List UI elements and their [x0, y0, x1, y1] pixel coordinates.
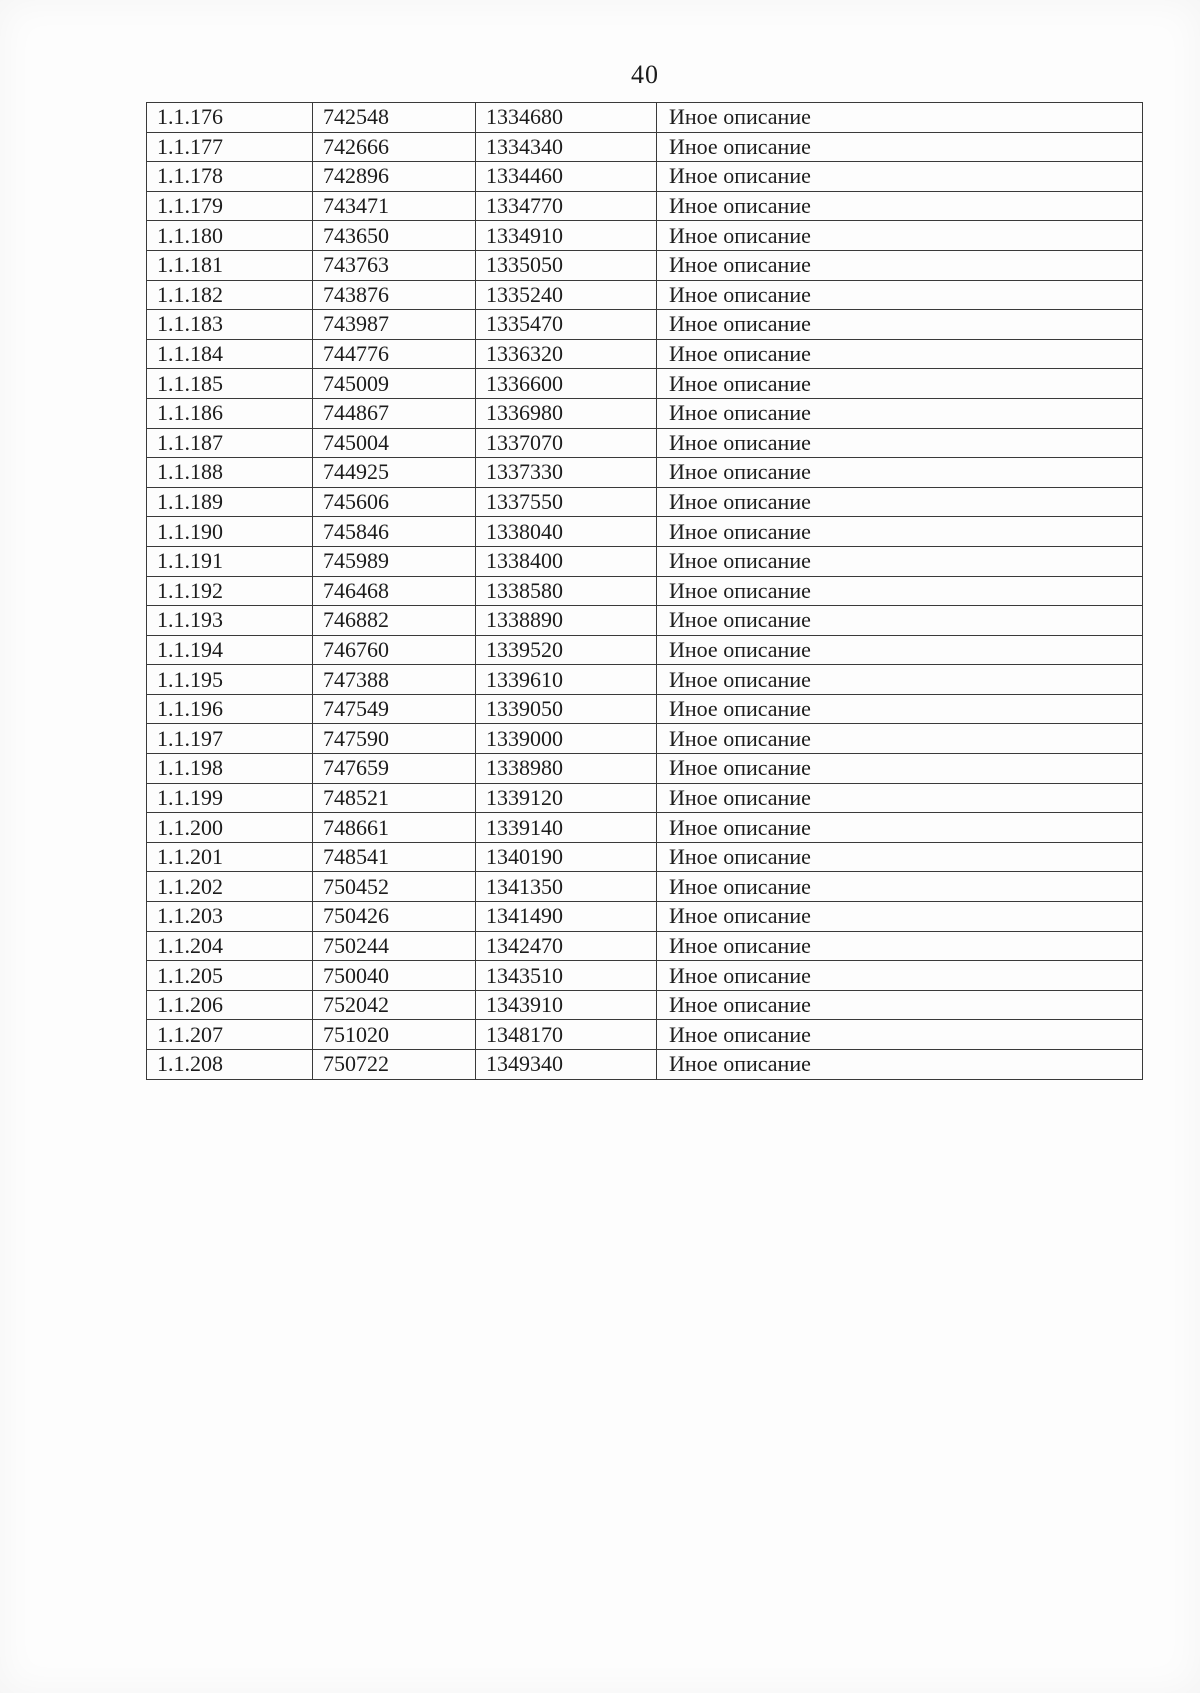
point-number-cell: 1.1.197: [147, 724, 313, 754]
table-row: [147, 872, 1143, 902]
description-cell: Иное описание: [657, 754, 1143, 784]
x-coordinate-cell: 746468: [313, 576, 476, 606]
y-coordinate-cell: 1338980: [476, 754, 657, 784]
x-coordinate-cell: 745989: [313, 546, 476, 576]
table-row: [147, 576, 1143, 606]
description-cell: Иное описание: [657, 310, 1143, 340]
description-cell: Иное описание: [657, 842, 1143, 872]
point-number-cell: 1.1.200: [147, 813, 313, 843]
x-coordinate-cell: 747388: [313, 665, 476, 695]
point-number-cell: 1.1.207: [147, 1020, 313, 1050]
x-coordinate-cell: 745009: [313, 369, 476, 399]
description-cell: Иное описание: [657, 872, 1143, 902]
x-coordinate-cell: 745004: [313, 428, 476, 458]
point-number-cell: 1.1.201: [147, 842, 313, 872]
point-number-cell: 1.1.198: [147, 754, 313, 784]
point-number-cell: 1.1.203: [147, 902, 313, 932]
table-row: [147, 458, 1143, 488]
description-cell: Иное описание: [657, 783, 1143, 813]
x-coordinate-cell: 751020: [313, 1020, 476, 1050]
table-row: [147, 487, 1143, 517]
y-coordinate-cell: 1335240: [476, 280, 657, 310]
description-cell: Иное описание: [657, 635, 1143, 665]
point-number-cell: 1.1.185: [147, 369, 313, 399]
description-cell: Иное описание: [657, 221, 1143, 251]
table-row: [147, 310, 1143, 340]
x-coordinate-cell: 744925: [313, 458, 476, 488]
point-number-cell: 1.1.208: [147, 1050, 313, 1080]
y-coordinate-cell: 1337070: [476, 428, 657, 458]
table-row: [147, 546, 1143, 576]
description-cell: Иное описание: [657, 990, 1143, 1020]
table-row: [147, 339, 1143, 369]
y-coordinate-cell: 1348170: [476, 1020, 657, 1050]
point-number-cell: 1.1.206: [147, 990, 313, 1020]
y-coordinate-cell: 1337330: [476, 458, 657, 488]
y-coordinate-cell: 1334910: [476, 221, 657, 251]
y-coordinate-cell: 1336320: [476, 339, 657, 369]
point-number-cell: 1.1.204: [147, 931, 313, 961]
point-number-cell: 1.1.195: [147, 665, 313, 695]
x-coordinate-cell: 748661: [313, 813, 476, 843]
x-coordinate-cell: 746760: [313, 635, 476, 665]
description-cell: Иное описание: [657, 931, 1143, 961]
table-row: [147, 398, 1143, 428]
description-cell: Иное описание: [657, 369, 1143, 399]
x-coordinate-cell: 750722: [313, 1050, 476, 1080]
x-coordinate-cell: 746882: [313, 606, 476, 636]
table-row: [147, 428, 1143, 458]
table-row: [147, 221, 1143, 251]
x-coordinate-cell: 747549: [313, 694, 476, 724]
point-number-cell: 1.1.188: [147, 458, 313, 488]
y-coordinate-cell: 1339050: [476, 694, 657, 724]
y-coordinate-cell: 1343910: [476, 990, 657, 1020]
x-coordinate-cell: 744776: [313, 339, 476, 369]
point-number-cell: 1.1.196: [147, 694, 313, 724]
description-cell: Иное описание: [657, 132, 1143, 162]
description-cell: Иное описание: [657, 250, 1143, 280]
description-cell: Иное описание: [657, 487, 1143, 517]
description-cell: Иное описание: [657, 339, 1143, 369]
y-coordinate-cell: 1334680: [476, 103, 657, 133]
table-row: [147, 369, 1143, 399]
description-cell: Иное описание: [657, 1020, 1143, 1050]
description-cell: Иное описание: [657, 546, 1143, 576]
point-number-cell: 1.1.186: [147, 398, 313, 428]
y-coordinate-cell: 1341350: [476, 872, 657, 902]
y-coordinate-cell: 1339120: [476, 783, 657, 813]
description-cell: Иное описание: [657, 458, 1143, 488]
table-row: [147, 1020, 1143, 1050]
point-number-cell: 1.1.183: [147, 310, 313, 340]
description-cell: Иное описание: [657, 665, 1143, 695]
y-coordinate-cell: 1334460: [476, 162, 657, 192]
x-coordinate-cell: 747590: [313, 724, 476, 754]
description-cell: Иное описание: [657, 191, 1143, 221]
table-row: [147, 132, 1143, 162]
description-cell: Иное описание: [657, 961, 1143, 991]
description-cell: Иное описание: [657, 902, 1143, 932]
table-row: [147, 754, 1143, 784]
x-coordinate-cell: 743876: [313, 280, 476, 310]
x-coordinate-cell: 744867: [313, 398, 476, 428]
point-number-cell: 1.1.189: [147, 487, 313, 517]
point-number-cell: 1.1.181: [147, 250, 313, 280]
table-row: [147, 635, 1143, 665]
point-number-cell: 1.1.205: [147, 961, 313, 991]
y-coordinate-cell: 1342470: [476, 931, 657, 961]
y-coordinate-cell: 1343510: [476, 961, 657, 991]
point-number-cell: 1.1.184: [147, 339, 313, 369]
point-number-cell: 1.1.191: [147, 546, 313, 576]
point-number-cell: 1.1.187: [147, 428, 313, 458]
table-row: [147, 842, 1143, 872]
y-coordinate-cell: 1339000: [476, 724, 657, 754]
description-cell: Иное описание: [657, 724, 1143, 754]
table-row: [147, 162, 1143, 192]
description-cell: Иное описание: [657, 517, 1143, 547]
y-coordinate-cell: 1338400: [476, 546, 657, 576]
y-coordinate-cell: 1335050: [476, 250, 657, 280]
point-number-cell: 1.1.182: [147, 280, 313, 310]
point-number-cell: 1.1.177: [147, 132, 313, 162]
table-row: [147, 103, 1143, 133]
description-cell: Иное описание: [657, 398, 1143, 428]
description-cell: Иное описание: [657, 813, 1143, 843]
point-number-cell: 1.1.190: [147, 517, 313, 547]
table-row: [147, 724, 1143, 754]
y-coordinate-cell: 1338890: [476, 606, 657, 636]
x-coordinate-cell: 745606: [313, 487, 476, 517]
table-row: [147, 783, 1143, 813]
description-cell: Иное описание: [657, 428, 1143, 458]
x-coordinate-cell: 743763: [313, 250, 476, 280]
x-coordinate-cell: 750452: [313, 872, 476, 902]
page-number: 40: [631, 60, 659, 89]
y-coordinate-cell: 1337550: [476, 487, 657, 517]
x-coordinate-cell: 742896: [313, 162, 476, 192]
x-coordinate-cell: 743987: [313, 310, 476, 340]
x-coordinate-cell: 750244: [313, 931, 476, 961]
table-row: [147, 517, 1143, 547]
description-cell: Иное описание: [657, 103, 1143, 133]
table-row: [147, 902, 1143, 932]
table-row: [147, 961, 1143, 991]
description-cell: Иное описание: [657, 694, 1143, 724]
x-coordinate-cell: 745846: [313, 517, 476, 547]
table-row: [147, 606, 1143, 636]
coordinates-table-body: [147, 103, 1143, 1080]
point-number-cell: 1.1.178: [147, 162, 313, 192]
table-row: [147, 191, 1143, 221]
table-row: [147, 280, 1143, 310]
point-number-cell: 1.1.176: [147, 103, 313, 133]
coordinates-table: [146, 102, 1143, 1080]
point-number-cell: 1.1.193: [147, 606, 313, 636]
y-coordinate-cell: 1339140: [476, 813, 657, 843]
y-coordinate-cell: 1336980: [476, 398, 657, 428]
x-coordinate-cell: 750426: [313, 902, 476, 932]
description-cell: Иное описание: [657, 162, 1143, 192]
y-coordinate-cell: 1349340: [476, 1050, 657, 1080]
point-number-cell: 1.1.179: [147, 191, 313, 221]
x-coordinate-cell: 743650: [313, 221, 476, 251]
point-number-cell: 1.1.194: [147, 635, 313, 665]
point-number-cell: 1.1.192: [147, 576, 313, 606]
y-coordinate-cell: 1334770: [476, 191, 657, 221]
point-number-cell: 1.1.199: [147, 783, 313, 813]
y-coordinate-cell: 1336600: [476, 369, 657, 399]
x-coordinate-cell: 748541: [313, 842, 476, 872]
table-row: [147, 694, 1143, 724]
x-coordinate-cell: 750040: [313, 961, 476, 991]
y-coordinate-cell: 1341490: [476, 902, 657, 932]
description-cell: Иное описание: [657, 280, 1143, 310]
point-number-cell: 1.1.180: [147, 221, 313, 251]
table-row: [147, 990, 1143, 1020]
x-coordinate-cell: 742548: [313, 103, 476, 133]
y-coordinate-cell: 1338040: [476, 517, 657, 547]
table-row: [147, 665, 1143, 695]
x-coordinate-cell: 742666: [313, 132, 476, 162]
x-coordinate-cell: 748521: [313, 783, 476, 813]
y-coordinate-cell: 1339610: [476, 665, 657, 695]
description-cell: Иное описание: [657, 1050, 1143, 1080]
table-row: [147, 1050, 1143, 1080]
description-cell: Иное описание: [657, 576, 1143, 606]
y-coordinate-cell: 1335470: [476, 310, 657, 340]
table-row: [147, 250, 1143, 280]
table-row: [147, 931, 1143, 961]
x-coordinate-cell: 743471: [313, 191, 476, 221]
table-row: [147, 813, 1143, 843]
x-coordinate-cell: 752042: [313, 990, 476, 1020]
point-number-cell: 1.1.202: [147, 872, 313, 902]
y-coordinate-cell: 1340190: [476, 842, 657, 872]
description-cell: Иное описание: [657, 606, 1143, 636]
x-coordinate-cell: 747659: [313, 754, 476, 784]
y-coordinate-cell: 1338580: [476, 576, 657, 606]
y-coordinate-cell: 1334340: [476, 132, 657, 162]
y-coordinate-cell: 1339520: [476, 635, 657, 665]
